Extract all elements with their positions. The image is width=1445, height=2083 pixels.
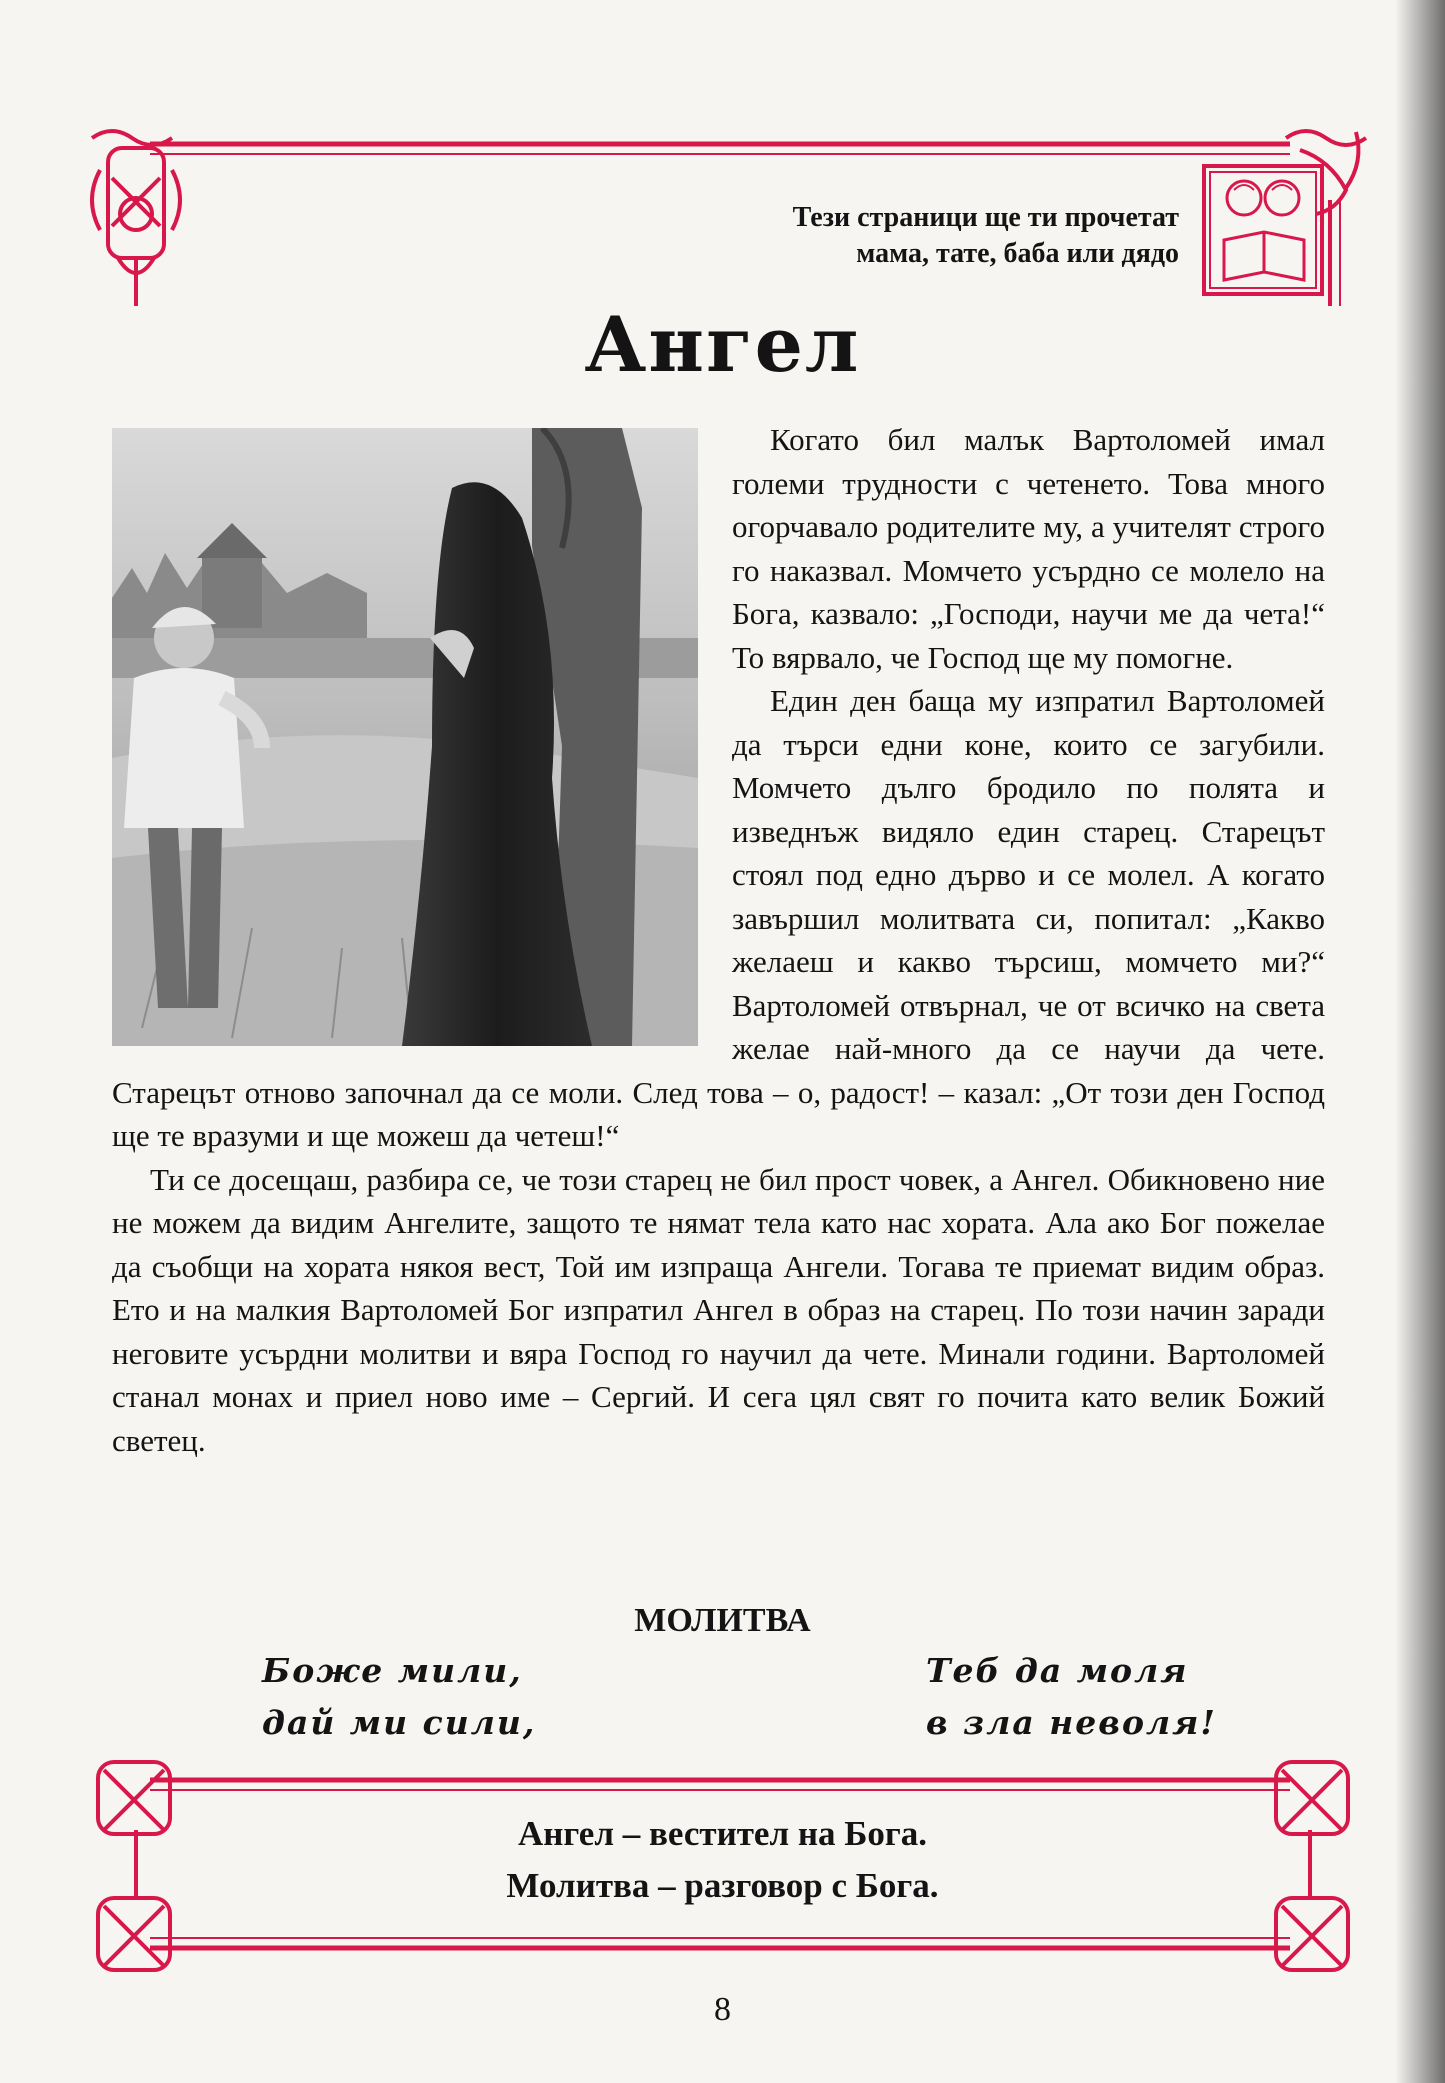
story-paragraph: Ти се досещаш, разбира се, че този старец не бил прост човек, а Ангел. Обикновено ние не можем да видим Ангелите, защото те нямат тела като нас хората. Ала ако Бог пожелае да съобщи на хората някоя вест, Той им изпраща Ангели. Тогава те приемат видим образ. Ето и на малкия Вартоломей Бог изпратил Ангел в образ на старец. По този начин заради неговите усърдни молитви и вяра Господ го научил да чете. Минали години. Вартоломей станал монах и приел ново име – Сергий. И сега цял свят го почита като велик Божий светец.	[112, 1161, 1325, 1458]
prayer-right-line-1: Теб да моля	[926, 1651, 1189, 1690]
page-number: 8	[714, 1991, 731, 2028]
prayer-right-line-2: в зла неволя!	[926, 1703, 1217, 1742]
definition-angel: Ангел – вестител на Бога.	[517, 1814, 928, 1853]
prayer-left-line-1: Боже мили,	[262, 1651, 523, 1690]
definitions-box	[0, 1808, 1445, 1912]
prayer-left-line-2: дай ми сили,	[262, 1703, 537, 1742]
intro-line-1: Тези страници ще ти прочетат	[792, 202, 1179, 233]
definition-prayer: Молитва – разговор с Бога.	[506, 1866, 939, 1905]
left-celtic-knot-icon	[92, 131, 180, 306]
page-title: Ангел	[584, 300, 861, 389]
intro-note	[479, 200, 1179, 272]
illustration-spacer	[112, 428, 698, 1046]
story-paragraph: Когато бил малък Вартоломей имал големи трудности с четенето. Това много огорчавало родителите му, а учителят строго го наказвал. Момчето усърдно се молело на Бога, казвало: „Господи, научи ме да чета!“ То вярвало, че Господ ще му помогне.	[732, 422, 1325, 675]
intro-line-2: мама, тате, баба или дядо	[856, 238, 1179, 269]
story-text	[112, 418, 1325, 1462]
prayer-title: МОЛИТВА	[634, 1602, 811, 1639]
children-reading-book-icon	[1204, 166, 1322, 294]
story-paragraph: Един ден баща му изпратил Вартоломей да търси едни коне, които се загубили. Момчето дълго бродило по полята и изведнъж видяло един старец. Старецът стоял под едно дърво и се молел. А когато завършил молитвата си, попитал: „Какво желаеш и какво търсиш, момчето ми?“ Вартоломей отвърнал, че от всичко на света желае най-много да се научи да чете. Старецът отново започнал да се моли. След това – о, радост! – казал: „От този ден Господ ще те вразуми и ще можеш да четеш!“	[112, 683, 1325, 1153]
